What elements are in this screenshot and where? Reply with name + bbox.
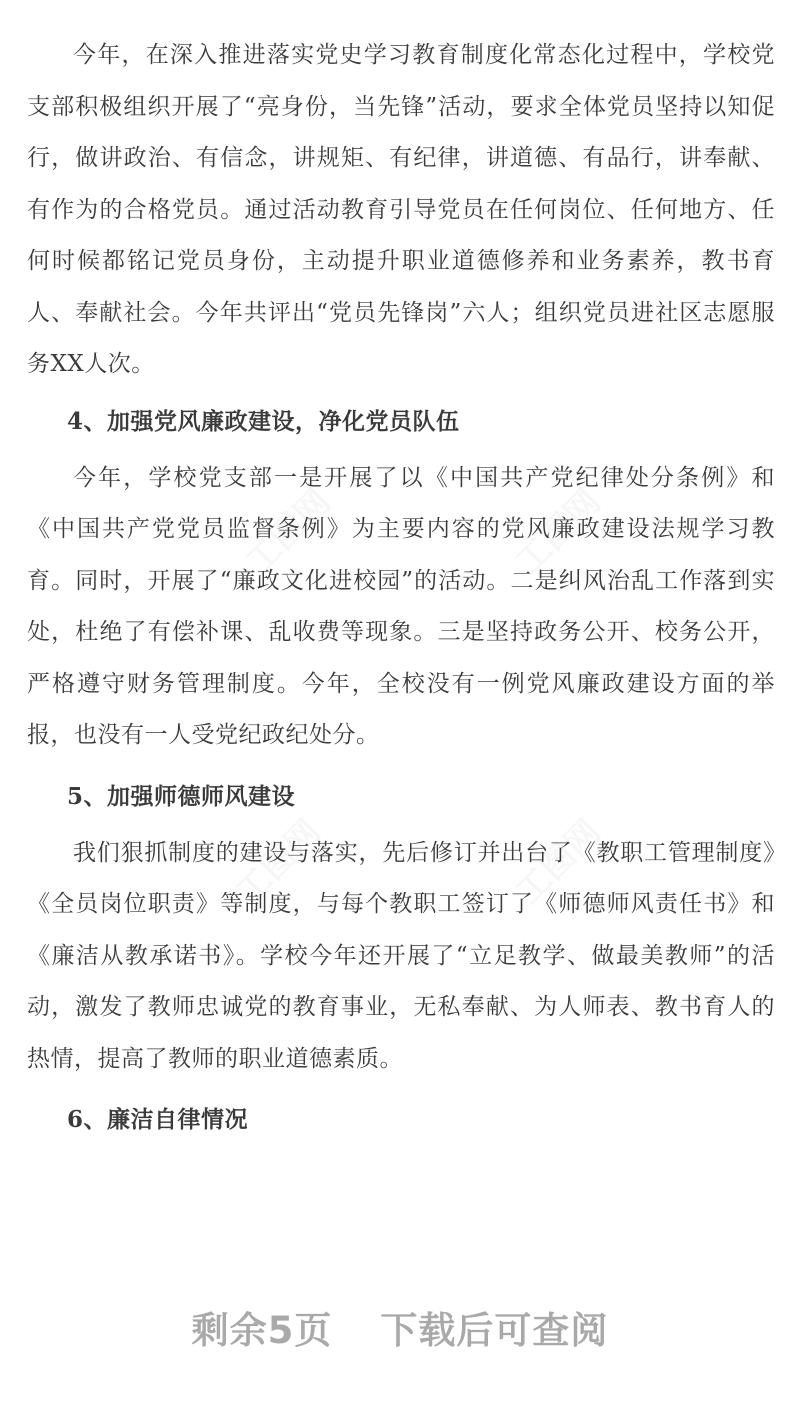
section-heading-5: 5、加强师德师风建设 — [67, 782, 296, 810]
paragraph-integrity-building: 今年，学校党支部一是开展了以《中国共产党纪律处分条例》和《中国共产党党员监督条例》为主要内容的党风廉政建设法规学习教育。同时，开展了“廉政文化进校园”的活动。二是纠风治乱工作落到实处，杜绝了有偿补课、乱收费等现象。三是坚持政务公开、校务公开，严格遵守财务管理制度。今年，全校没有一例党风廉政建设方面的举报，也没有一人受党纪政纪处分。 — [27, 464, 775, 748]
section-heading-6: 6、廉洁自律情况 — [67, 1106, 249, 1133]
download-to-view-label: 下载后可查阅 — [380, 1309, 609, 1352]
document-body — [27, 30, 775, 1149]
paragraph-teacher-ethics: 我们狠抓制度的建设与落实，先后修订并出台了《教职工管理制度》《全员岗位职责》等制度，与每个教职工签订了《师德师风责任书》和《廉洁从教承诺书》。学校今年还开展了“立足教学、做最美教师”的活动，激发了教师忠诚党的教育事业，无私奉献、为人师表、教书育人的热情，提高了教师的职业道德素质。 — [27, 839, 775, 1072]
download-prompt[interactable] — [0, 1300, 800, 1354]
section-heading-4: 4、加强党风廉政建设，净化党员队伍 — [67, 407, 460, 435]
paragraph-party-vanguard: 今年，在深入推进落实党史学习教育制度化常态化过程中，学校党支部积极组织开展了“亮身份，当先锋”活动，要求全体党员坚持以知促行，做讲政治、有信念，讲规矩、有纪律，讲道德、有品行，讲奉献、有作为的合格党员。通过活动教育引导党员在任何岗位、任何地方、任何时候都铭记党员身份，主动提升职业道德修养和业务素养，教书育人、奉献社会。今年共评出“党员先锋岗”六人；组织党员进社区志愿服务XX人次。 — [27, 42, 775, 377]
remaining-pages-label: 剩余5页 — [191, 1309, 333, 1352]
